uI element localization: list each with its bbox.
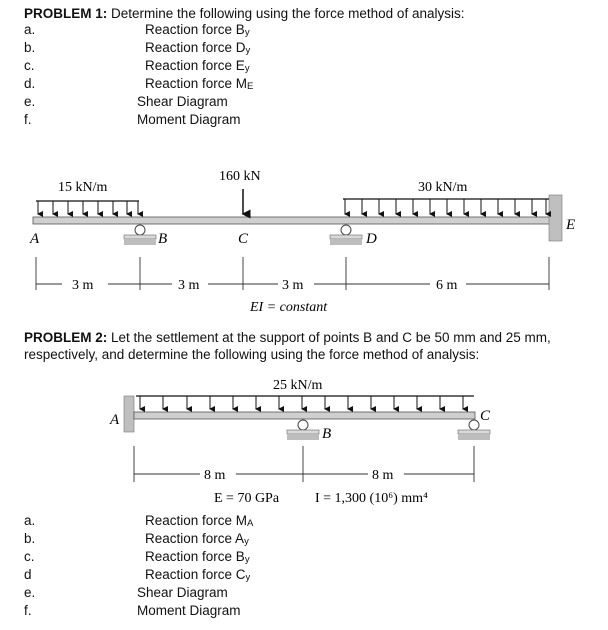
label-c: C xyxy=(480,408,491,424)
item-text: Reaction force M xyxy=(145,76,248,91)
distributed-load xyxy=(136,396,474,409)
distributed-load-left xyxy=(36,201,139,214)
fixed-support-e xyxy=(549,195,562,241)
item-text: Moment Diagram xyxy=(137,603,241,618)
problem2-heading xyxy=(24,329,594,363)
item-text: Shear Diagram xyxy=(137,585,228,600)
dim-1: 8 m xyxy=(204,468,226,483)
item-letter: e. xyxy=(24,94,36,109)
item-text: Reaction force B xyxy=(145,549,245,564)
dimension-line xyxy=(134,446,474,482)
item-letter: e. xyxy=(24,585,36,600)
beam xyxy=(134,412,475,419)
label-e: E xyxy=(566,217,576,233)
inertia-label: I = 1,300 (10⁶) mm⁴ xyxy=(315,491,428,506)
beam xyxy=(33,217,550,224)
dim-2: 3 m xyxy=(178,278,200,293)
item-sub: y xyxy=(244,27,250,38)
dim-4: 6 m xyxy=(436,278,458,293)
load-label: 25 kN/m xyxy=(273,378,323,393)
roller-support-b xyxy=(124,225,156,245)
item-letter: d. xyxy=(24,76,36,91)
label-b: B xyxy=(322,426,332,442)
load-left-label: 15 kN/m xyxy=(58,180,108,195)
item-text: Reaction force A xyxy=(145,531,245,546)
item-text: Reaction force M xyxy=(145,513,248,528)
item-letter: c. xyxy=(24,549,35,564)
item-letter: a. xyxy=(24,22,36,37)
item-sub: A xyxy=(247,518,254,529)
item-letter: a. xyxy=(24,513,36,528)
dim-1: 3 m xyxy=(72,278,94,293)
problem1-statement: Determine the following using the force method of analysis: xyxy=(111,6,465,21)
dim-2: 8 m xyxy=(372,468,394,483)
item-letter: f. xyxy=(24,603,32,618)
item-sub: y xyxy=(245,572,251,583)
item-sub: y xyxy=(245,45,251,56)
item-text: Shear Diagram xyxy=(137,94,228,109)
problem2-beam-figure xyxy=(0,360,608,515)
item-sub: y xyxy=(244,554,250,565)
problem2-statement-2: respectively, and determine the following using the force method of analysis: xyxy=(24,347,480,362)
item-sub: E xyxy=(247,81,254,92)
distributed-load-right xyxy=(343,199,549,214)
item-letter: f. xyxy=(24,112,32,127)
item-text: Reaction force E xyxy=(145,58,245,73)
item-letter: b. xyxy=(24,531,36,546)
dim-3: 3 m xyxy=(282,278,304,293)
item-letter: b. xyxy=(24,40,36,55)
roller-support-d xyxy=(330,225,362,245)
problem2-statement-1: Let the settlement at the support of points B and C be 50 mm and 25 mm, xyxy=(111,330,551,345)
label-b: B xyxy=(158,231,168,247)
load-right-label: 30 kN/m xyxy=(418,180,468,195)
problem1-title: PROBLEM 1: xyxy=(24,6,108,21)
item-letter: c. xyxy=(24,58,35,73)
label-a: A xyxy=(30,231,40,247)
label-c: C xyxy=(238,231,249,247)
item-text: Reaction force D xyxy=(145,40,246,55)
modulus-label: E = 70 GPa xyxy=(214,491,280,506)
item-text: Reaction force C xyxy=(145,567,246,582)
label-a: A xyxy=(110,412,120,428)
fixed-support-a xyxy=(124,396,134,432)
label-d: D xyxy=(366,231,377,247)
item-text: Reaction force B xyxy=(145,22,245,37)
point-load-label: 160 kN xyxy=(219,169,261,184)
item-text: Moment Diagram xyxy=(137,112,241,127)
item-sub: y xyxy=(244,536,249,547)
item-letter: d xyxy=(24,567,32,582)
ei-label: EI = constant xyxy=(250,300,328,315)
item-sub: y xyxy=(244,63,250,74)
roller-support-b xyxy=(287,420,319,440)
problem2-title: PROBLEM 2: xyxy=(24,330,108,345)
